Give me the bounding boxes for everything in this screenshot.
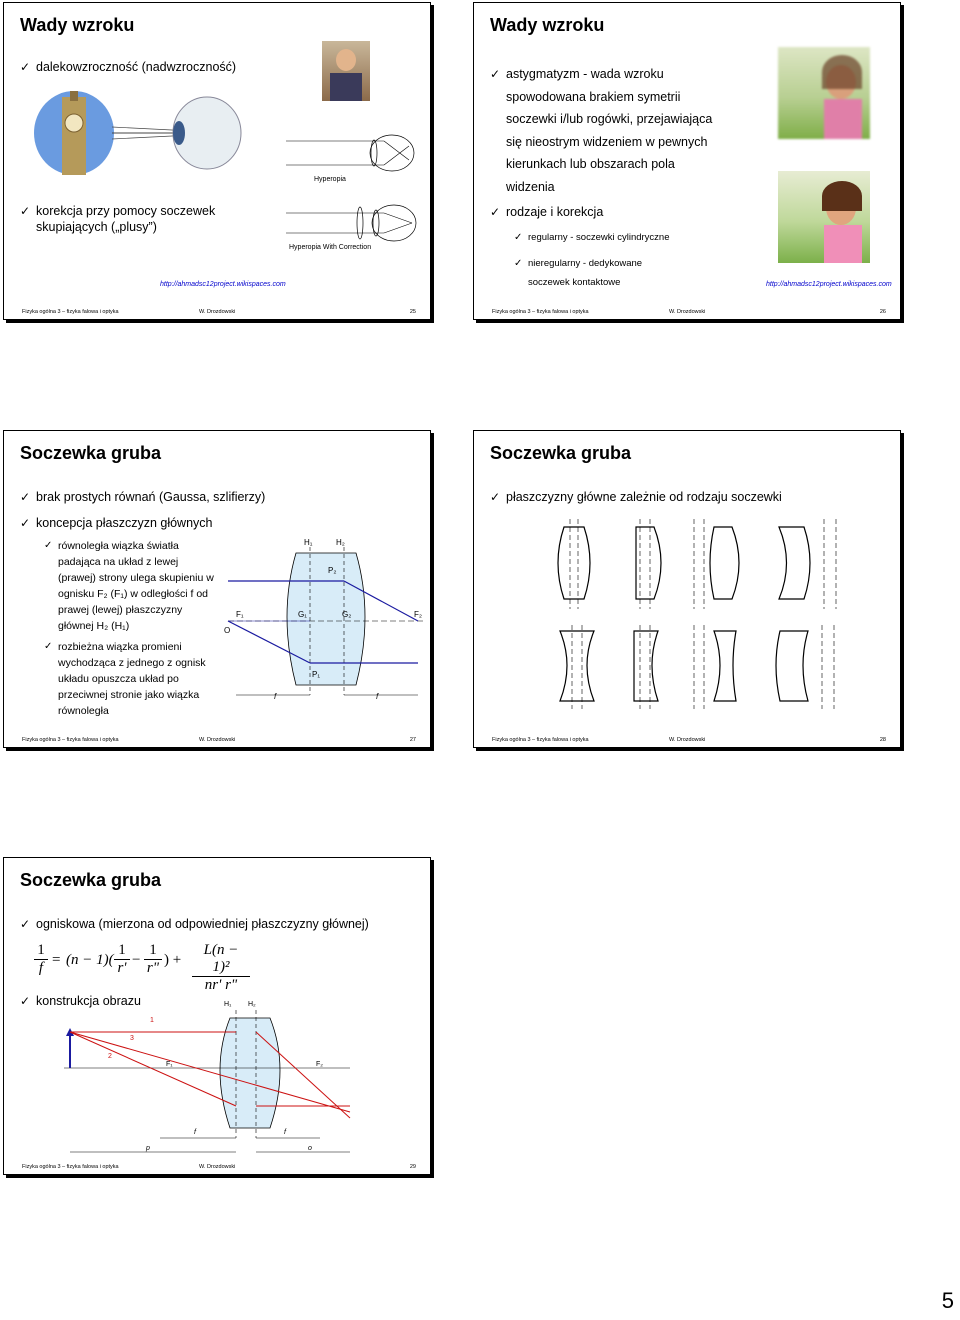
h2-label: H₂	[248, 1001, 256, 1008]
checkmark-icon: ✓	[490, 205, 501, 219]
f-label-right: f	[284, 1129, 286, 1136]
checkmark-icon: ✓	[20, 516, 31, 530]
ray-2-label: 2	[108, 1053, 112, 1060]
checkmark-icon: ✓	[514, 258, 523, 269]
bullet: ✓ płaszczyzny główne zależnie od rodzaju soczewki	[490, 490, 782, 504]
slide-title: Soczewka gruba	[20, 443, 162, 463]
checkmark-icon: ✓	[20, 917, 31, 931]
h1-label: H₁	[224, 1001, 232, 1008]
checkmark-icon: ✓	[44, 641, 53, 652]
o-label: O	[224, 626, 231, 635]
slide-number: 28	[879, 737, 886, 743]
footer-course: Fizyka ogólna 3 – fizyka falowa i optyka	[22, 1164, 119, 1170]
p-label: p	[146, 1145, 150, 1152]
footer-course: Fizyka ogólna 3 – fizyka falowa i optyka	[492, 737, 589, 743]
bullet: ✓ astygmatyzm - wada wzroku spowodowana brakiem symetrii soczewki i/lub rogówki, przejawiająca się nieostrym widzeniem w pewnych kierunkach lub obszarach pola widzenia	[506, 63, 721, 198]
checkmark-icon: ✓	[20, 490, 31, 504]
sharp-photo	[778, 171, 870, 263]
slide-number: 26	[879, 309, 886, 315]
blurred-photo	[778, 47, 870, 139]
f2-label: F₂	[316, 1061, 323, 1068]
footer-author: W. Drozdowski	[669, 737, 706, 743]
checkmark-icon: ✓	[20, 204, 31, 218]
f-label-left: f	[274, 692, 277, 701]
checkmark-icon: ✓	[490, 67, 501, 81]
slide-number: 25	[409, 309, 416, 315]
footer-author: W. Drozdowski	[199, 1164, 236, 1170]
bullet: ✓ rodzaje i korekcja	[490, 205, 604, 219]
slide-27	[3, 430, 431, 748]
bullet: ✓ brak prostych równań (Gaussa, szlifierzy)	[20, 490, 266, 504]
f2-label: F₂	[414, 610, 422, 619]
slide-title: Soczewka gruba	[20, 870, 162, 890]
footer-course: Fizyka ogólna 3 – fizyka falowa i optyka	[492, 309, 589, 315]
slide-number: 29	[409, 1164, 416, 1170]
slide-29	[3, 857, 431, 1175]
checkmark-icon: ✓	[44, 540, 53, 551]
checkmark-icon: ✓	[490, 490, 501, 504]
p2-label: P₂	[328, 566, 337, 575]
hyperopia-correction-label: Hyperopia With Correction	[289, 244, 372, 251]
footer-author: W. Drozdowski	[199, 309, 236, 315]
o-label: o	[308, 1145, 312, 1152]
source-url[interactable]: http://ahmadsc12project.wikispaces.com	[766, 281, 892, 288]
ray-3-label: 3	[130, 1035, 134, 1042]
eye-illustration	[32, 89, 252, 179]
g2-label: G₂	[342, 610, 352, 619]
focal-length-equation: $\frac{1}{f}$ = (n − 1)( $\frac{1}{r'}$ − $\frac{1}{r"}$ ) + $\frac{\text{L(n − 1)²}}{nr' r"}$	[34, 942, 264, 986]
image-construction-diagram	[60, 998, 360, 1158]
bullet: ✓ korekcja przy pomocy soczewek skupiających („plusy”)	[20, 204, 216, 234]
g1-label: G₁	[298, 610, 307, 619]
lens-types-diagram	[554, 515, 854, 715]
checkmark-icon: ✓	[514, 232, 523, 243]
slide-28	[473, 430, 901, 748]
bullet: ✓ ogniskowa (mierzona od odpowiedniej płaszczyzny głównej)	[20, 917, 369, 931]
slide-number: 27	[409, 737, 416, 743]
hyperopia-diagram	[284, 133, 424, 253]
footer-author: W. Drozdowski	[199, 737, 236, 743]
p1-label: P₁	[312, 670, 321, 679]
slide-title: Wady wzroku	[490, 15, 605, 35]
bullet: ✓ koncepcja płaszczyzn głównych	[20, 516, 213, 530]
slide-25	[3, 2, 431, 320]
footer-course: Fizyka ogólna 3 – fizyka falowa i optyka	[22, 309, 119, 315]
sub-bullet: ✓ regularny - soczewki cylindryczne	[528, 230, 728, 246]
source-url[interactable]: http://ahmadsc12project.wikispaces.com	[160, 281, 286, 288]
sub-bullet: ✓ równoległa wiązka światła padająca na układ z lewej (prawej) strony ulega skupieniu w ognisku F₂ (F₁) w odległości f od prawej (lewej) płaszczyzny głównej H₂ (H₁)	[44, 540, 214, 632]
h2-label: H₂	[336, 538, 345, 547]
f1-label: F₁	[236, 610, 244, 619]
checkmark-icon: ✓	[20, 60, 31, 74]
principal-planes-diagram	[218, 535, 428, 705]
slide-26	[473, 2, 901, 320]
f-label-left: f	[194, 1129, 196, 1136]
bullet: ✓ dalekowzroczność (nadwzroczność)	[20, 60, 237, 74]
ray-1-label: 1	[150, 1017, 154, 1024]
footer-author: W. Drozdowski	[669, 309, 706, 315]
document-page-number: 5	[941, 1288, 954, 1313]
f1-label: F₁	[166, 1061, 173, 1068]
sub-bullet: ✓ nieregularny - dedykowane soczewek kontaktowe	[528, 254, 678, 292]
sub-bullet: ✓ rozbieżna wiązka promieni wychodząca z jednego z ognisk układu opuszcza układ po przeciwnej stronie jako wiązka równoległa	[44, 641, 206, 717]
footer-course: Fizyka ogólna 3 – fizyka falowa i optyka	[22, 737, 119, 743]
slide-title: Wady wzroku	[20, 15, 135, 35]
h1-label: H₁	[304, 538, 313, 547]
f-label-right: f	[376, 692, 379, 701]
checkmark-icon: ✓	[20, 994, 31, 1008]
slide-title: Soczewka gruba	[490, 443, 632, 463]
hyperopia-label: Hyperopia	[314, 176, 346, 183]
bullet: ✓ konstrukcja obrazu	[20, 994, 141, 1008]
person-photo	[322, 41, 370, 101]
